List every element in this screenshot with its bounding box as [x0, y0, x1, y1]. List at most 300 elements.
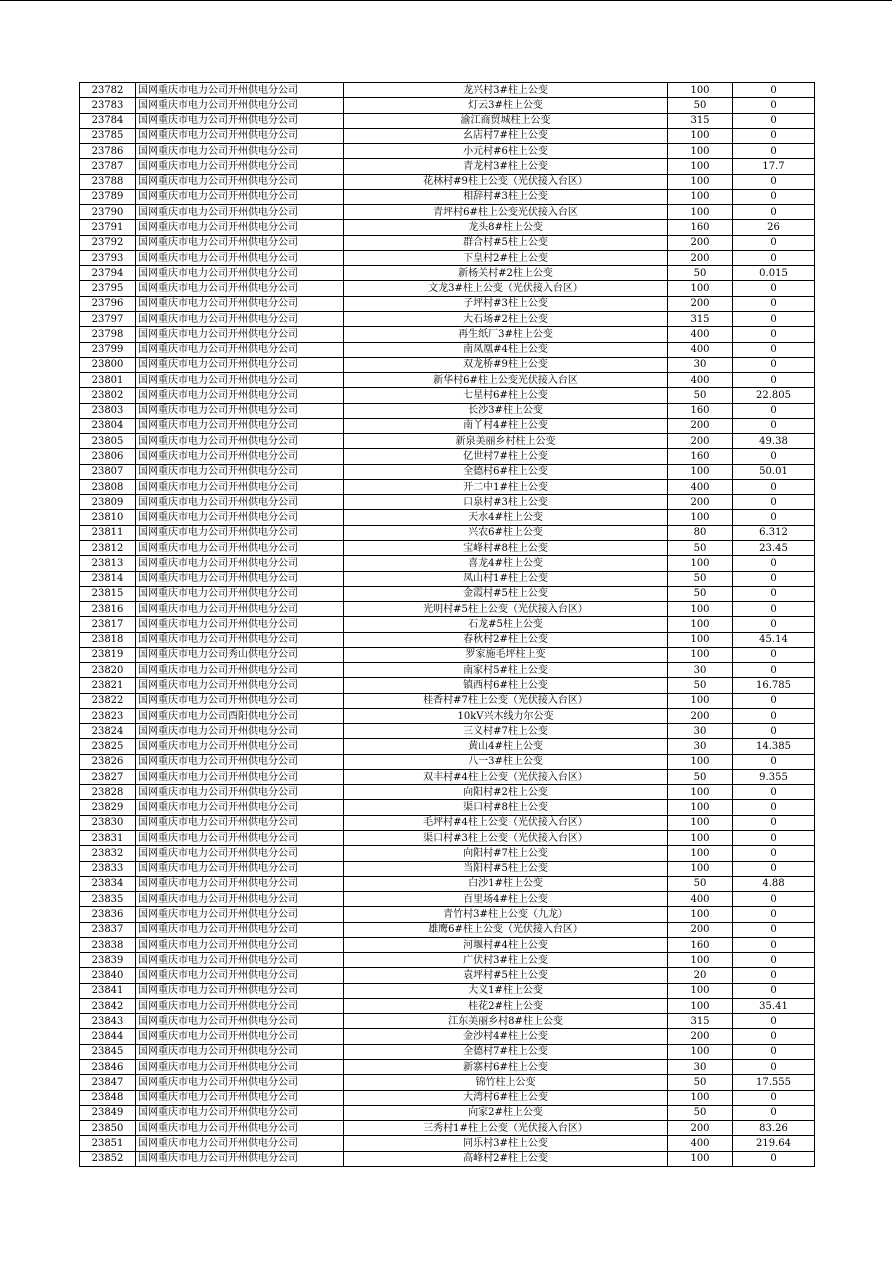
capacity-cell: 50 — [668, 98, 733, 113]
capacity-cell: 400 — [668, 892, 733, 907]
company-name-cell: 国网重庆市电力公司开州供电分公司 — [136, 861, 344, 876]
company-name-cell: 国网重庆市电力公司开州供电分公司 — [136, 235, 344, 250]
row-id-cell: 23847 — [80, 1075, 136, 1090]
company-name-cell: 国网重庆市电力公司开州供电分公司 — [136, 403, 344, 418]
transformer-name-cell: 青龙村3#柱上公变 — [344, 159, 668, 174]
company-name-cell: 国网重庆市电力公司开州供电分公司 — [136, 1121, 344, 1136]
company-name-cell: 国网重庆市电力公司开州供电分公司 — [136, 388, 344, 403]
value-cell: 0 — [733, 556, 815, 571]
value-cell: 0 — [733, 373, 815, 388]
table-row — [80, 510, 815, 525]
row-id-cell: 23793 — [80, 250, 136, 265]
row-id-cell: 23838 — [80, 937, 136, 952]
value-cell: 0 — [733, 953, 815, 968]
row-id-cell: 23788 — [80, 174, 136, 189]
row-id-cell: 23846 — [80, 1060, 136, 1075]
transformer-name-cell: 桂花2#柱上公变 — [344, 998, 668, 1013]
transformer-name-cell: 毛坪村#4柱上公变（光伏接入台区） — [344, 815, 668, 830]
capacity-cell: 200 — [668, 922, 733, 937]
row-id-cell: 23789 — [80, 189, 136, 204]
value-cell: 0 — [733, 708, 815, 723]
row-id-cell: 23806 — [80, 449, 136, 464]
value-cell: 0 — [733, 831, 815, 846]
transformer-name-cell: 当阳村#5柱上公变 — [344, 861, 668, 876]
transformer-name-cell: 金沙村4#柱上公变 — [344, 1029, 668, 1044]
company-name-cell: 国网重庆市电力公司开州供电分公司 — [136, 754, 344, 769]
value-cell: 219.64 — [733, 1136, 815, 1151]
transformer-name-cell: 大湾村6#柱上公变 — [344, 1090, 668, 1105]
company-name-cell: 国网重庆市电力公司开州供电分公司 — [136, 342, 344, 357]
transformer-name-cell: 口泉村#3柱上公变 — [344, 495, 668, 510]
row-id-cell: 23794 — [80, 266, 136, 281]
row-id-cell: 23832 — [80, 846, 136, 861]
capacity-cell: 30 — [668, 1060, 733, 1075]
company-name-cell: 国网重庆市电力公司开州供电分公司 — [136, 556, 344, 571]
value-cell: 0 — [733, 281, 815, 296]
transformer-name-cell: 双丰村#4柱上公变（光伏接入台区） — [344, 769, 668, 784]
row-id-cell: 23825 — [80, 739, 136, 754]
table-row — [80, 769, 815, 784]
row-id-cell: 23842 — [80, 998, 136, 1013]
company-name-cell: 国网重庆市电力公司开州供电分公司 — [136, 892, 344, 907]
transformer-name-cell: 双龙桥#9柱上公变 — [344, 357, 668, 372]
table-row — [80, 418, 815, 433]
value-cell: 0 — [733, 586, 815, 601]
capacity-cell: 400 — [668, 327, 733, 342]
table-row — [80, 861, 815, 876]
transformer-name-cell: 同乐村3#柱上公变 — [344, 1136, 668, 1151]
table-row — [80, 876, 815, 891]
table-row — [80, 1105, 815, 1120]
company-name-cell: 国网重庆市电力公司开州供电分公司 — [136, 785, 344, 800]
transformer-name-cell: 大石场#2柱上公变 — [344, 311, 668, 326]
row-id-cell: 23795 — [80, 281, 136, 296]
company-name-cell: 国网重庆市电力公司开州供电分公司 — [136, 998, 344, 1013]
table-row — [80, 739, 815, 754]
value-cell: 0 — [733, 754, 815, 769]
row-id-cell: 23819 — [80, 647, 136, 662]
capacity-cell: 100 — [668, 861, 733, 876]
transformer-name-cell: 锦竹柱上公变 — [344, 1075, 668, 1090]
capacity-cell: 50 — [668, 1075, 733, 1090]
table-row — [80, 205, 815, 220]
company-name-cell: 国网重庆市电力公司开州供电分公司 — [136, 1060, 344, 1075]
transformer-name-cell: 幺店村7#柱上公变 — [344, 128, 668, 143]
capacity-cell: 100 — [668, 632, 733, 647]
row-id-cell: 23835 — [80, 892, 136, 907]
company-name-cell: 国网重庆市电力公司开州供电分公司 — [136, 281, 344, 296]
company-name-cell: 国网重庆市电力公司开州供电分公司 — [136, 846, 344, 861]
value-cell: 0 — [733, 1090, 815, 1105]
capacity-cell: 200 — [668, 250, 733, 265]
row-id-cell: 23833 — [80, 861, 136, 876]
value-cell: 0 — [733, 357, 815, 372]
company-name-cell: 国网重庆市电力公司开州供电分公司 — [136, 327, 344, 342]
transformer-name-cell: 新寨村6#柱上公变 — [344, 1060, 668, 1075]
table-body — [80, 83, 815, 1167]
capacity-cell: 100 — [668, 953, 733, 968]
company-name-cell: 国网重庆市电力公司开州供电分公司 — [136, 1075, 344, 1090]
value-cell: 0 — [733, 296, 815, 311]
row-id-cell: 23824 — [80, 724, 136, 739]
row-id-cell: 23829 — [80, 800, 136, 815]
capacity-cell: 50 — [668, 571, 733, 586]
table-row — [80, 388, 815, 403]
capacity-cell: 100 — [668, 785, 733, 800]
company-name-cell: 国网重庆市电力公司开州供电分公司 — [136, 983, 344, 998]
transformer-name-cell: 黄山4#柱上公变 — [344, 739, 668, 754]
row-id-cell: 23837 — [80, 922, 136, 937]
value-cell: 50.01 — [733, 464, 815, 479]
company-name-cell: 国网重庆市电力公司开州供电分公司 — [136, 418, 344, 433]
capacity-cell: 100 — [668, 1151, 733, 1166]
table-row — [80, 98, 815, 113]
table-row — [80, 617, 815, 632]
company-name-cell: 国网重庆市电力公司开州供电分公司 — [136, 907, 344, 922]
transformer-name-cell: 相辞村#3柱上公变 — [344, 189, 668, 204]
row-id-cell: 23820 — [80, 663, 136, 678]
row-id-cell: 23814 — [80, 571, 136, 586]
value-cell: 0 — [733, 693, 815, 708]
capacity-cell: 50 — [668, 876, 733, 891]
capacity-cell: 100 — [668, 907, 733, 922]
transformer-name-cell: 光明村#5柱上公变（光伏接入台区） — [344, 602, 668, 617]
company-name-cell: 国网重庆市电力公司开州供电分公司 — [136, 144, 344, 159]
capacity-cell: 160 — [668, 449, 733, 464]
value-cell: 0 — [733, 1044, 815, 1059]
table-row — [80, 357, 815, 372]
capacity-cell: 100 — [668, 189, 733, 204]
capacity-cell: 100 — [668, 174, 733, 189]
table-row — [80, 983, 815, 998]
company-name-cell: 国网重庆市电力公司开州供电分公司 — [136, 937, 344, 952]
row-id-cell: 23786 — [80, 144, 136, 159]
capacity-cell: 100 — [668, 983, 733, 998]
table-row — [80, 953, 815, 968]
transformer-name-cell: 下皇村2#柱上公变 — [344, 250, 668, 265]
row-id-cell: 23818 — [80, 632, 136, 647]
row-id-cell: 23809 — [80, 495, 136, 510]
table-row — [80, 968, 815, 983]
row-id-cell: 23852 — [80, 1151, 136, 1166]
capacity-cell: 50 — [668, 769, 733, 784]
company-name-cell: 国网重庆市电力公司开州供电分公司 — [136, 586, 344, 601]
table-row — [80, 250, 815, 265]
company-name-cell: 国网重庆市电力公司开州供电分公司 — [136, 1044, 344, 1059]
transformer-name-cell: 群合村#5柱上公变 — [344, 235, 668, 250]
transformer-name-cell: 雄鹰6#柱上公变（光伏接入台区） — [344, 922, 668, 937]
table-row — [80, 754, 815, 769]
page-top-rule — [0, 0, 892, 1]
table-row — [80, 678, 815, 693]
transformer-name-cell: 七星村6#柱上公变 — [344, 388, 668, 403]
value-cell: 6.312 — [733, 525, 815, 540]
transformer-name-cell: 全德村7#柱上公变 — [344, 1044, 668, 1059]
capacity-cell: 100 — [668, 647, 733, 662]
value-cell: 0.015 — [733, 266, 815, 281]
row-id-cell: 23787 — [80, 159, 136, 174]
company-name-cell: 国网重庆市电力公司开州供电分公司 — [136, 602, 344, 617]
company-name-cell: 国网重庆市电力公司开州供电分公司 — [136, 953, 344, 968]
transformer-name-cell: 小元村#6柱上公变 — [344, 144, 668, 159]
company-name-cell: 国网重庆市电力公司开州供电分公司 — [136, 663, 344, 678]
transformer-name-cell: 广伏村3#柱上公变 — [344, 953, 668, 968]
row-id-cell: 23841 — [80, 983, 136, 998]
company-name-cell: 国网重庆市电力公司开州供电分公司 — [136, 373, 344, 388]
value-cell: 0 — [733, 861, 815, 876]
company-name-cell: 国网重庆市电力公司开州供电分公司 — [136, 693, 344, 708]
capacity-cell: 100 — [668, 1044, 733, 1059]
company-name-cell: 国网重庆市电力公司开州供电分公司 — [136, 922, 344, 937]
transformer-name-cell: 青坪村6#柱上公变光伏接入台区 — [344, 205, 668, 220]
company-name-cell: 国网重庆市电力公司开州供电分公司 — [136, 540, 344, 555]
row-id-cell: 23843 — [80, 1014, 136, 1029]
transformer-name-cell: 渠口村#8柱上公变 — [344, 800, 668, 815]
value-cell: 83.26 — [733, 1121, 815, 1136]
table-row — [80, 922, 815, 937]
table-row — [80, 266, 815, 281]
table-row — [80, 144, 815, 159]
company-name-cell: 国网重庆市电力公司开州供电分公司 — [136, 220, 344, 235]
value-cell: 0 — [733, 937, 815, 952]
transformer-name-cell: 凤山村1#柱上公变 — [344, 571, 668, 586]
company-name-cell: 国网重庆市电力公司开州供电分公司 — [136, 510, 344, 525]
transformer-name-cell: 开二中1#柱上公变 — [344, 479, 668, 494]
row-id-cell: 23804 — [80, 418, 136, 433]
transformer-name-cell: 百里场4#柱上公变 — [344, 892, 668, 907]
table-row — [80, 1090, 815, 1105]
company-name-cell: 国网重庆市电力公司开州供电分公司 — [136, 876, 344, 891]
company-name-cell: 国网重庆市电力公司开州供电分公司 — [136, 571, 344, 586]
value-cell: 0 — [733, 479, 815, 494]
row-id-cell: 23822 — [80, 693, 136, 708]
row-id-cell: 23810 — [80, 510, 136, 525]
row-id-cell: 23783 — [80, 98, 136, 113]
value-cell: 0 — [733, 174, 815, 189]
capacity-cell: 100 — [668, 144, 733, 159]
row-id-cell: 23807 — [80, 464, 136, 479]
transformer-name-cell: 10kV兴木线力尔公变 — [344, 708, 668, 723]
company-name-cell: 国网重庆市电力公司开州供电分公司 — [136, 1029, 344, 1044]
table-row — [80, 708, 815, 723]
capacity-cell: 100 — [668, 602, 733, 617]
transformer-name-cell: 大义1#柱上公变 — [344, 983, 668, 998]
value-cell: 23.45 — [733, 540, 815, 555]
capacity-cell: 100 — [668, 83, 733, 98]
capacity-cell: 315 — [668, 311, 733, 326]
table-row — [80, 1151, 815, 1166]
company-name-cell: 国网重庆市电力公司开州供电分公司 — [136, 617, 344, 632]
capacity-cell: 100 — [668, 998, 733, 1013]
company-name-cell: 国网重庆市电力公司开州供电分公司 — [136, 525, 344, 540]
table-row — [80, 220, 815, 235]
company-name-cell: 国网重庆市电力公司开州供电分公司 — [136, 800, 344, 815]
company-name-cell: 国网重庆市电力公司开州供电分公司 — [136, 495, 344, 510]
transformer-name-cell: 石龙#5柱上公变 — [344, 617, 668, 632]
company-name-cell: 国网重庆市电力公司开州供电分公司 — [136, 357, 344, 372]
transformer-name-cell: 灯云3#柱上公变 — [344, 98, 668, 113]
value-cell: 0 — [733, 342, 815, 357]
capacity-cell: 30 — [668, 724, 733, 739]
row-id-cell: 23830 — [80, 815, 136, 830]
table-row — [80, 1121, 815, 1136]
table-row — [80, 113, 815, 128]
value-cell: 0 — [733, 602, 815, 617]
transformer-name-cell: 八一3#柱上公变 — [344, 754, 668, 769]
table-row — [80, 785, 815, 800]
transformer-name-cell: 新杨关村#2柱上公变 — [344, 266, 668, 281]
row-id-cell: 23831 — [80, 831, 136, 846]
transformer-name-cell: 金霞村#5柱上公变 — [344, 586, 668, 601]
capacity-cell: 200 — [668, 418, 733, 433]
row-id-cell: 23796 — [80, 296, 136, 311]
table-row — [80, 281, 815, 296]
company-name-cell: 国网重庆市电力公司开州供电分公司 — [136, 739, 344, 754]
row-id-cell: 23821 — [80, 678, 136, 693]
capacity-cell: 100 — [668, 159, 733, 174]
row-id-cell: 23785 — [80, 128, 136, 143]
table-row — [80, 815, 815, 830]
row-id-cell: 23849 — [80, 1105, 136, 1120]
value-cell: 0 — [733, 327, 815, 342]
transformer-name-cell: 长沙3#柱上公变 — [344, 403, 668, 418]
transformer-name-cell: 青竹村3#柱上公变（九龙） — [344, 907, 668, 922]
row-id-cell: 23840 — [80, 968, 136, 983]
value-cell: 45.14 — [733, 632, 815, 647]
capacity-cell: 160 — [668, 937, 733, 952]
company-name-cell: 国网重庆市电力公司开州供电分公司 — [136, 1105, 344, 1120]
capacity-cell: 315 — [668, 113, 733, 128]
table-row — [80, 663, 815, 678]
row-id-cell: 23791 — [80, 220, 136, 235]
company-name-cell: 国网重庆市电力公司开州供电分公司 — [136, 678, 344, 693]
capacity-cell: 100 — [668, 693, 733, 708]
transformer-table — [79, 82, 815, 1167]
company-name-cell: 国网重庆市电力公司开州供电分公司 — [136, 968, 344, 983]
company-name-cell: 国网重庆市电力公司开州供电分公司 — [136, 311, 344, 326]
value-cell: 0 — [733, 510, 815, 525]
value-cell: 0 — [733, 418, 815, 433]
row-id-cell: 23782 — [80, 83, 136, 98]
table-row — [80, 937, 815, 952]
transformer-name-cell: 南凤凰#4柱上公变 — [344, 342, 668, 357]
transformer-name-cell: 新泉美丽乡村柱上公变 — [344, 434, 668, 449]
table-row — [80, 632, 815, 647]
table-row — [80, 311, 815, 326]
table-row — [80, 342, 815, 357]
capacity-cell: 160 — [668, 220, 733, 235]
company-name-cell: 国网重庆市电力公司开州供电分公司 — [136, 174, 344, 189]
row-id-cell: 23823 — [80, 708, 136, 723]
transformer-name-cell: 向阳村#7柱上公变 — [344, 846, 668, 861]
value-cell: 0 — [733, 403, 815, 418]
company-name-cell: 国网重庆市电力公司开州供电分公司 — [136, 1151, 344, 1166]
table-row — [80, 1060, 815, 1075]
table-row — [80, 556, 815, 571]
transformer-name-cell: 再生纸厂3#柱上公变 — [344, 327, 668, 342]
value-cell: 0 — [733, 983, 815, 998]
table-row — [80, 892, 815, 907]
capacity-cell: 315 — [668, 1014, 733, 1029]
capacity-cell: 100 — [668, 800, 733, 815]
transformer-name-cell: 江东美丽乡村8#柱上公变 — [344, 1014, 668, 1029]
value-cell: 0 — [733, 892, 815, 907]
table-row — [80, 831, 815, 846]
capacity-cell: 50 — [668, 540, 733, 555]
row-id-cell: 23836 — [80, 907, 136, 922]
capacity-cell: 50 — [668, 388, 733, 403]
transformer-name-cell: 龙兴村3#柱上公变 — [344, 83, 668, 98]
capacity-cell: 50 — [668, 1105, 733, 1120]
transformer-name-cell: 全德村6#柱上公变 — [344, 464, 668, 479]
capacity-cell: 100 — [668, 128, 733, 143]
transformer-name-cell: 河堰村#4柱上公变 — [344, 937, 668, 952]
row-id-cell: 23800 — [80, 357, 136, 372]
transformer-name-cell: 三秀村1#柱上公变（光伏接入台区） — [344, 1121, 668, 1136]
capacity-cell: 400 — [668, 342, 733, 357]
company-name-cell: 国网重庆市电力公司开州供电分公司 — [136, 434, 344, 449]
capacity-cell: 200 — [668, 1029, 733, 1044]
transformer-name-cell: 袁坪村#5柱上公变 — [344, 968, 668, 983]
row-id-cell: 23790 — [80, 205, 136, 220]
transformer-name-cell: 向家2#柱上公变 — [344, 1105, 668, 1120]
company-name-cell: 国网重庆市电力公司开州供电分公司 — [136, 449, 344, 464]
transformer-name-cell: 天水4#柱上公变 — [344, 510, 668, 525]
table-row — [80, 693, 815, 708]
table-row — [80, 235, 815, 250]
value-cell: 0 — [733, 724, 815, 739]
table-row — [80, 434, 815, 449]
transformer-name-cell: 新华村6#柱上公变光伏接入台区 — [344, 373, 668, 388]
transformer-name-cell: 罗家施毛坪柱上变 — [344, 647, 668, 662]
value-cell: 0 — [733, 128, 815, 143]
transformer-name-cell: 龙头8#柱上公变 — [344, 220, 668, 235]
company-name-cell: 国网重庆市电力公司开州供电分公司 — [136, 464, 344, 479]
table-row — [80, 525, 815, 540]
company-name-cell: 国网重庆市电力公司开州供电分公司 — [136, 189, 344, 204]
table-row — [80, 495, 815, 510]
value-cell: 0 — [733, 113, 815, 128]
row-id-cell: 23844 — [80, 1029, 136, 1044]
capacity-cell: 30 — [668, 739, 733, 754]
capacity-cell: 400 — [668, 479, 733, 494]
value-cell: 22.805 — [733, 388, 815, 403]
capacity-cell: 100 — [668, 281, 733, 296]
company-name-cell: 国网重庆市电力公司开州供电分公司 — [136, 724, 344, 739]
row-id-cell: 23848 — [80, 1090, 136, 1105]
capacity-cell: 100 — [668, 846, 733, 861]
company-name-cell: 国网重庆市电力公司开州供电分公司 — [136, 98, 344, 113]
table-row — [80, 296, 815, 311]
value-cell: 0 — [733, 235, 815, 250]
capacity-cell: 100 — [668, 815, 733, 830]
capacity-cell: 200 — [668, 708, 733, 723]
capacity-cell: 400 — [668, 373, 733, 388]
value-cell: 0 — [733, 1105, 815, 1120]
capacity-cell: 100 — [668, 556, 733, 571]
value-cell: 0 — [733, 785, 815, 800]
value-cell: 0 — [733, 189, 815, 204]
value-cell: 0 — [733, 663, 815, 678]
table-row — [80, 586, 815, 601]
transformer-name-cell: 桂香村#7柱上公变（光伏接入台区） — [344, 693, 668, 708]
company-name-cell: 国网重庆市电力公司开州供电分公司 — [136, 205, 344, 220]
row-id-cell: 23828 — [80, 785, 136, 800]
row-id-cell: 23845 — [80, 1044, 136, 1059]
row-id-cell: 23851 — [80, 1136, 136, 1151]
row-id-cell: 23816 — [80, 602, 136, 617]
transformer-name-cell: 文龙3#柱上公变（光伏接入台区） — [344, 281, 668, 296]
